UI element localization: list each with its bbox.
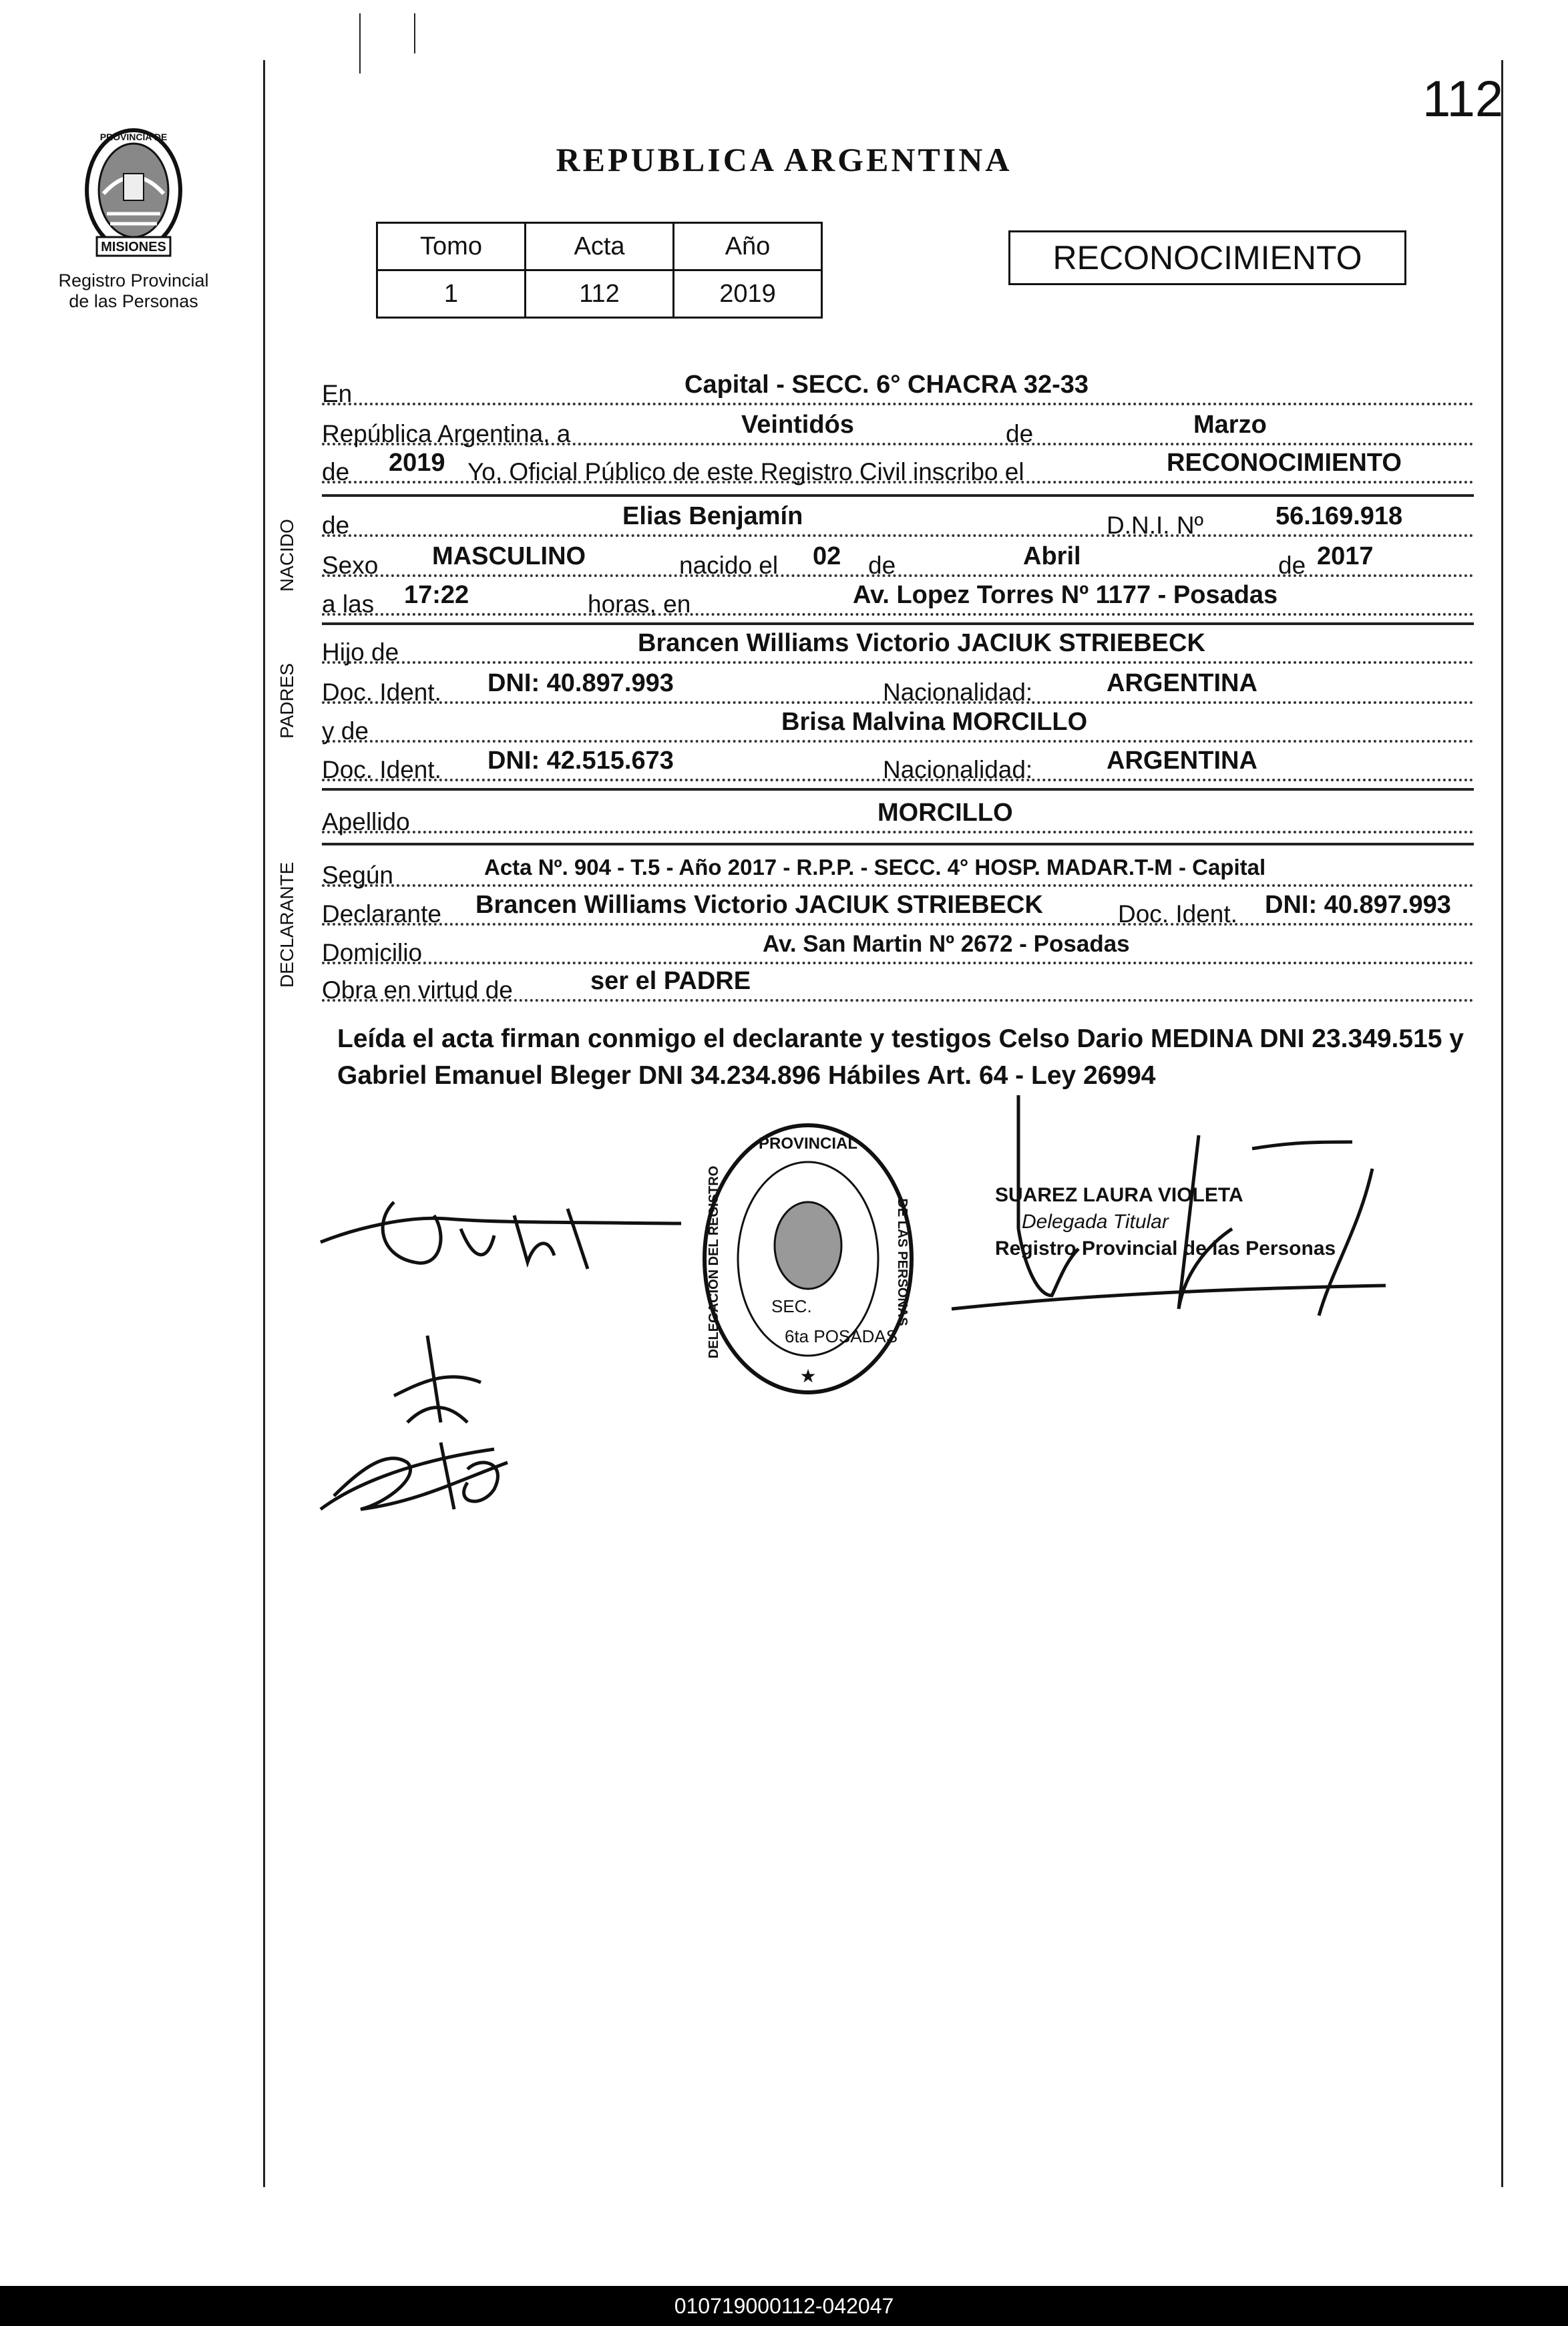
- value-apellido: MORCILLO: [877, 799, 1013, 827]
- row-segun: [322, 852, 1474, 892]
- row-padre-doc: [322, 669, 1474, 709]
- separator-2: [322, 622, 1474, 625]
- witness-signature-1-icon: [314, 1162, 688, 1296]
- label-hijo-de: Hijo de: [322, 638, 399, 666]
- row-padre: [322, 629, 1474, 669]
- row-fecha: [322, 411, 1474, 451]
- ref-value-acta: 112: [526, 270, 674, 318]
- row-declarante: [322, 891, 1474, 931]
- svg-text:★: ★: [799, 1365, 817, 1387]
- label-de-anio: de: [322, 458, 350, 486]
- record-reference-table: [376, 222, 823, 319]
- label-a-las: a las: [322, 590, 375, 618]
- label-domicilio: Domicilio: [322, 939, 423, 966]
- label-nacionalidad-padre: Nacionalidad:: [883, 679, 1033, 706]
- label-en: En: [322, 380, 353, 407]
- label-de-nombre: de: [322, 512, 350, 539]
- label-nacido: nacido el: [679, 552, 779, 579]
- left-margin-line: [263, 60, 265, 2187]
- official-name: SUAREZ LAURA VIOLETA: [995, 1184, 1243, 1206]
- value-lugar: Capital - SECC. 6° CHACRA 32-33: [684, 371, 1089, 399]
- svg-text:DE LAS PERSONAS: DE LAS PERSONAS: [895, 1198, 910, 1326]
- label-apellido: Apellido: [322, 808, 410, 835]
- ref-value-anio: 2019: [674, 270, 822, 318]
- value-hora: 17:22: [404, 581, 469, 609]
- row-lugar: [322, 371, 1474, 411]
- label-y-de: y de: [322, 717, 369, 745]
- stamp-inner-bottom: 6ta POSADAS: [785, 1326, 898, 1346]
- row-madre: [322, 708, 1474, 748]
- label-doc-ident-madre: Doc. Ident.: [322, 756, 441, 783]
- official-role: Delegada Titular: [1022, 1211, 1169, 1233]
- footer-document-code: 010719000112-042047: [0, 2286, 1568, 2326]
- label-de: de: [1006, 420, 1034, 447]
- ref-header-tomo: Tomo: [377, 223, 526, 270]
- value-declarante: Brancen Williams Victorio JACIUK STRIEBECK: [475, 891, 1043, 919]
- label-inscribo: Yo, Oficial Público de este Registro Civil inscribo el: [467, 458, 1024, 486]
- value-obra: ser el PADRE: [590, 967, 751, 995]
- section-label-declarante: DECLARANTE: [276, 861, 297, 988]
- value-nac-dia: 02: [813, 542, 841, 570]
- value-mes: Marzo: [1193, 411, 1267, 439]
- page-title: REPUBLICA ARGENTINA: [556, 141, 1012, 178]
- separator-4: [322, 843, 1474, 845]
- value-madre-nac: ARGENTINA: [1107, 747, 1257, 775]
- label-de-nac-anio: de: [1278, 552, 1306, 579]
- label-nacionalidad-madre: Nacionalidad:: [883, 756, 1033, 783]
- label-dni: D.N.I. Nº: [1107, 512, 1204, 539]
- page-number: 112: [1422, 71, 1504, 128]
- ref-header-anio: Año: [674, 223, 822, 270]
- label-declarante: Declarante: [322, 900, 441, 928]
- label-obra: Obra en virtud de: [322, 976, 513, 1004]
- witness-signature-2-icon: [381, 1329, 487, 1436]
- ref-header-acta: Acta: [526, 223, 674, 270]
- row-apellido: [322, 799, 1474, 839]
- label-segun: Según: [322, 861, 393, 889]
- logo-caption-line2: de las Personas: [69, 291, 198, 311]
- separator-3: [322, 788, 1474, 791]
- section-label-nacido: NACIDO: [276, 519, 297, 592]
- row-domicilio: [322, 930, 1474, 970]
- row-nombre: [322, 502, 1474, 542]
- fold-mark-2: [414, 13, 415, 53]
- label-de-nac-mes: de: [868, 552, 896, 579]
- svg-text:MISIONES: MISIONES: [101, 240, 166, 254]
- value-nac-mes: Abril: [1023, 542, 1081, 570]
- right-margin-line: [1501, 60, 1503, 2187]
- section-label-padres: PADRES: [276, 662, 297, 739]
- closing-statement: Leída el acta firman conmigo el declarante y testigos Celso Dario MEDINA DNI 23.349.515 y Gabriel Emanuel Bleger DNI 34.234.896 Hábiles Art. 64 - Ley 26994: [337, 1024, 1464, 1090]
- stamp-inner-top: SEC.: [771, 1296, 812, 1316]
- value-tipo: RECONOCIMIENTO: [1167, 449, 1402, 477]
- value-lugar-nac: Av. Lopez Torres Nº 1177 - Posadas: [853, 581, 1278, 609]
- value-sexo: MASCULINO: [432, 542, 586, 570]
- row-madre-doc: [322, 747, 1474, 787]
- value-nac-anio: 2017: [1317, 542, 1374, 570]
- value-anio: 2019: [389, 449, 445, 477]
- value-madre: Brisa Malvina MORCILLO: [781, 708, 1088, 736]
- label-sexo: Sexo: [322, 552, 379, 579]
- value-segun: Acta Nº. 904 - T.5 - Año 2017 - R.P.P. - SECC. 4° HOSP. MADAR.T-M - Capital: [484, 855, 1266, 880]
- row-inscripcion: [322, 449, 1474, 489]
- row-hora: [322, 581, 1474, 621]
- svg-text:PROVINCIA DE: PROVINCIA DE: [100, 132, 168, 142]
- value-padre-nac: ARGENTINA: [1107, 669, 1257, 697]
- label-doc-ident-padre: Doc. Ident.: [322, 679, 441, 706]
- logo-caption-line1: Registro Provincial: [58, 270, 209, 290]
- row-obra: [322, 967, 1474, 1007]
- value-domicilio: Av. San Martin Nº 2672 - Posadas: [763, 931, 1130, 957]
- svg-text:PROVINCIAL: PROVINCIAL: [758, 1135, 858, 1153]
- witness-signature-3-icon: [307, 1422, 521, 1529]
- official-block: [995, 1182, 1336, 1262]
- row-sexo: [322, 542, 1474, 582]
- fold-mark-1: [359, 13, 361, 73]
- official-stamp-icon: [698, 1119, 918, 1399]
- svg-text:DELEGACION DEL REGISTRO: DELEGACION DEL REGISTRO: [707, 1165, 721, 1359]
- official-office: Registro Provincial de las Personas: [995, 1237, 1336, 1259]
- label-doc-ident-declarante: Doc. Ident.: [1118, 900, 1237, 928]
- value-padre: Brancen Williams Victorio JACIUK STRIEBECK: [638, 629, 1205, 657]
- separator-1: [322, 494, 1474, 497]
- label-horas-en: horas, en: [588, 590, 691, 618]
- value-padre-doc: DNI: 40.897.993: [487, 669, 674, 697]
- value-dia: Veintidós: [741, 411, 854, 439]
- value-nombre: Elias Benjamín: [622, 502, 803, 530]
- value-dni: 56.169.918: [1276, 502, 1403, 530]
- value-madre-doc: DNI: 42.515.673: [487, 747, 674, 775]
- label-republica: República Argentina, a: [322, 420, 571, 447]
- value-declarante-doc: DNI: 40.897.993: [1265, 891, 1451, 919]
- ref-value-tomo: 1: [377, 270, 526, 318]
- document-type-box: RECONOCIMIENTO: [1008, 230, 1406, 285]
